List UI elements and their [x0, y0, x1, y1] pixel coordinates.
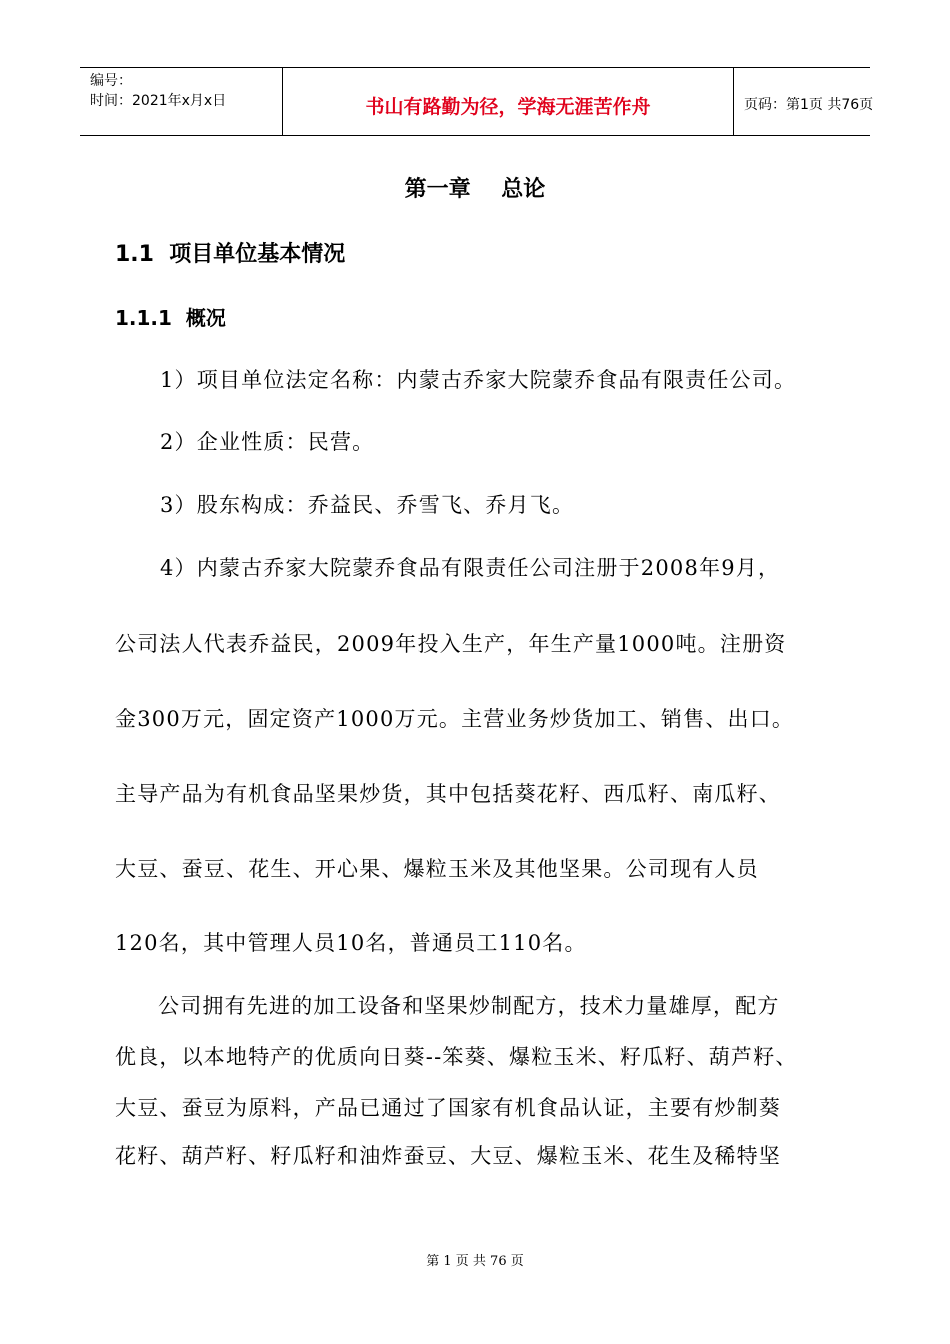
body-line: 2）企业性质：民营。 — [160, 430, 375, 454]
body-line: 主导产品为有机食品坚果炒货，其中包括葵花籽、西瓜籽、南瓜籽、 — [115, 782, 781, 806]
body-line: 花籽、葫芦籽、籽瓜籽和油炸蚕豆、大豆、爆粒玉米、花生及稀特坚 — [115, 1144, 781, 1168]
page-header — [80, 67, 874, 136]
body-line: 4）内蒙古乔家大院蒙乔食品有限责任公司注册于2008年9月， — [160, 556, 781, 580]
section-title: 1.1 项目单位基本情况 — [115, 242, 346, 267]
header-motto: 书山有路勤为径，学海无涯苦作舟 — [365, 96, 651, 118]
body-line: 金300万元，固定资产1000万元。主营业务炒货加工、销售、出口。 — [115, 707, 795, 731]
header-page-cell — [734, 68, 874, 135]
body-line: 大豆、蚕豆为原料，产品已通过了国家有机食品认证，主要有炒制葵 — [115, 1096, 781, 1120]
body-line: 公司法人代表乔益民，2009年投入生产，年生产量1000吨。注册资 — [115, 632, 787, 656]
page-footer: 第 1 页 共 76 页 — [426, 1254, 524, 1269]
body-line: 1）项目单位法定名称：内蒙古乔家大院蒙乔食品有限责任公司。 — [160, 368, 797, 392]
subsection-title: 1.1.1 概况 — [115, 306, 226, 330]
header-page-info: 页码：第1页 共76页 — [744, 97, 874, 113]
document-number-label: 编号： — [90, 73, 132, 89]
chapter-title: 第一章 总论 — [404, 177, 546, 202]
header-motto-cell — [282, 68, 734, 135]
body-line: 3）股东构成：乔益民、乔雪飞、乔月飞。 — [160, 493, 575, 517]
header-meta-cell — [80, 68, 282, 135]
body-line: 公司拥有先进的加工设备和坚果炒制配方，技术力量雄厚，配方 — [158, 994, 780, 1018]
document-date-label: 时间：2021年x月x日 — [90, 93, 227, 109]
body-line: 120名，其中管理人员10名，普通员工110名。 — [115, 931, 587, 955]
body-line: 优良，以本地特产的优质向日葵--笨葵、爆粒玉米、籽瓜籽、葫芦籽、 — [115, 1045, 798, 1069]
body-line: 大豆、蚕豆、花生、开心果、爆粒玉米及其他坚果。公司现有人员 — [115, 857, 759, 881]
